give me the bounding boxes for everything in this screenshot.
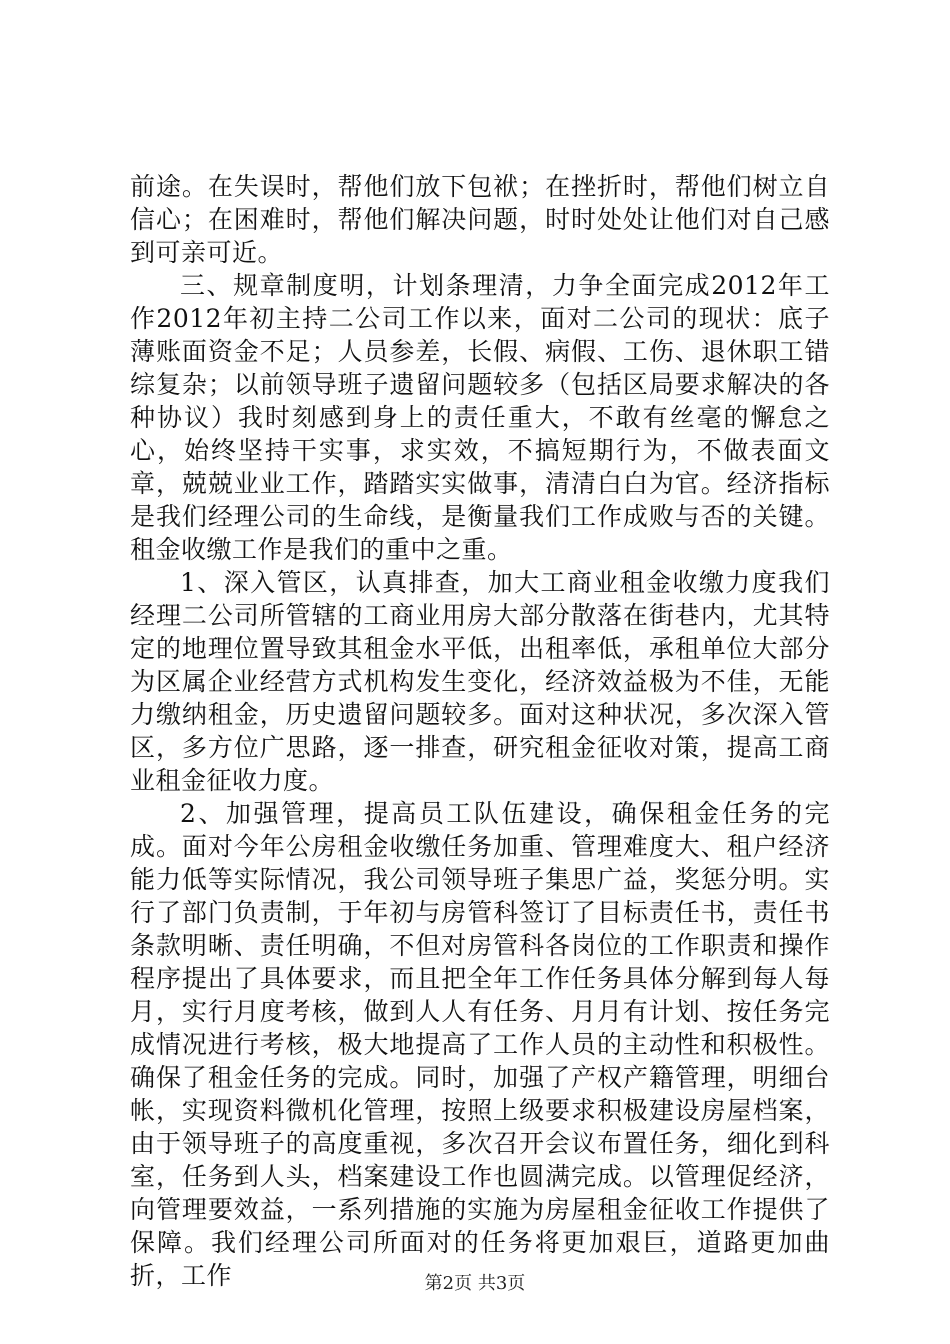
paragraph-item-one: 1、深入管区，认真排查，加大工商业租金收缴力度我们经理二公司所管辖的工商业用房大部分散落在街巷内，尤其特定的地理位置导致其租金水平低，出租率低，承租单位大部分为区属企业经营方式机构发生变化，经济效益极为不佳，无能力缴纳租金，历史遗留问题较多。面对这种状况，多次深入管区，多方位广思路，逐一排查，研究租金征收对策，提高工商业租金征收力度。 xyxy=(130,568,830,795)
paragraph-continuation: 前途。在失误时，帮他们放下包袱；在挫折时，帮他们树立自信心；在困难时，帮他们解决问题，时时处处让他们对自己感到可亲可近。 xyxy=(130,172,830,267)
document-body xyxy=(130,170,830,1292)
page-footer: 第2页 共3页 xyxy=(424,1273,526,1294)
paragraph-section-three: 三、规章制度明，计划条理清，力争全面完成2012年工作2012年初主持二公司工作以来，面对二公司的现状：底子薄账面资金不足；人员参差，长假、病假、工伤、退休职工错综复杂；以前领导班子遗留问题较多（包括区局要求解决的各种协议）我时刻感到身上的责任重大，不敢有丝毫的懈怠之心，始终坚持干实事，求实效，不搞短期行为，不做表面文章，兢兢业业工作，踏踏实实做事，清清白白为官。经济指标是我们经理公司的生命线，是衡量我们工作成败与否的关键。租金收缴工作是我们的重中之重。 xyxy=(130,271,830,564)
paragraph-item-two: 2、加强管理，提高员工队伍建设，确保租金任务的完成。面对今年公房租金收缴任务加重、管理难度大、租户经济能力低等实际情况，我公司领导班子集思广益，奖惩分明。实行了部门负责制，于年初与房管科签订了目标责任书，责任书条款明晰、责任明确，不但对房管科各岗位的工作职责和操作程序提出了具体要求，而且把全年工作任务具体分解到每人每月，实行月度考核，做到人人有任务、月月有计划、按任务完成情况进行考核，极大地提高了工作人员的主动性和积极性。确保了租金任务的完成。同时，加强了产权产籍管理，明细台帐，实现资料微机化管理，按照上级要求积极建设房屋档案，由于领导班子的高度重视，多次召开会议布置任务，细化到科室，任务到人头，档案建设工作也圆满完成。以管理促经济，向管理要效益，一系列措施的实施为房屋租金征收工作提供了保障。我们经理公司所面对的任务将更加艰巨，道路更加曲折，工作 xyxy=(130,799,830,1290)
